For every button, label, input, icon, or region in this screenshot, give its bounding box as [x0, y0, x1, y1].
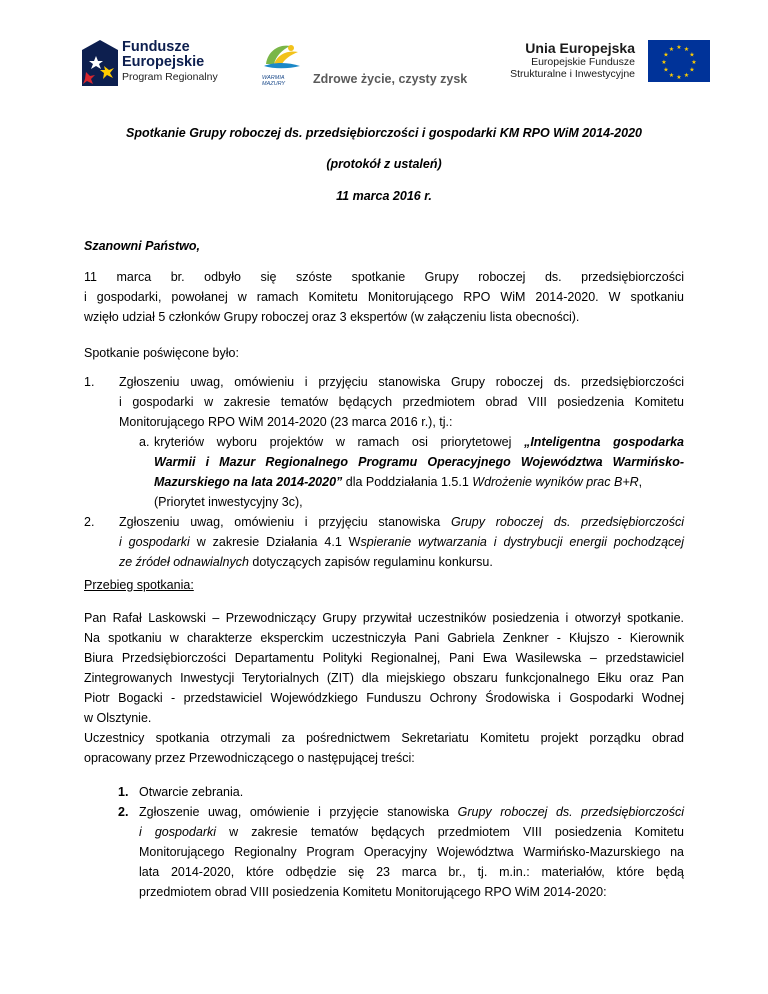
text-run: ze źródeł odnawialnych: [119, 555, 249, 569]
intro-paragraph: [84, 267, 684, 327]
greeting: Szanowni Państwo,: [84, 239, 200, 253]
fe-title-1: Fundusze: [122, 39, 190, 55]
text-run: w zakresie Działania 4.1 W: [189, 535, 361, 549]
paragraph-line: Pan Rafał Laskowski – Przewodniczący Grupy przywitał uczestników posiedzenia i otworzył spotkanie.: [84, 611, 684, 625]
wm-slogan: Zdrowe życie, czysty zysk: [313, 72, 468, 86]
list-item: [84, 372, 684, 432]
list-line: [119, 552, 684, 572]
sub-list-letter: a.: [139, 435, 150, 449]
fe-subtitle: Program Regionalny: [122, 71, 218, 84]
text-run: dotyczących zapisów regulaminu konkursu.: [248, 555, 493, 569]
agenda-line: przedmiotem obrad VIII posiedzenia Komitetu Monitorującego RPO WiM 2014-2020:: [139, 885, 607, 899]
agenda-line: [139, 822, 684, 842]
svg-text:★: ★: [683, 46, 690, 53]
warmia-mazury-emblem-icon: [260, 42, 304, 76]
fundusze-europejskie-logo: [82, 40, 232, 90]
paragraph-line: Uczestnicy spotkania otrzymali za pośrednictwem Sekretariatu Komitetu projekt porządku obrad: [84, 731, 684, 745]
text-run: ,: [638, 475, 643, 489]
agenda-number: 2.: [118, 805, 129, 819]
paragraph-line: w Olsztynie.: [84, 711, 152, 725]
list-line: i gospodarki w zakresie tematów będących przedmiotem obrad VIII posiedzenia Komitetu: [119, 395, 684, 409]
text-run: Grupy roboczej ds. przedsiębiorczości: [450, 515, 684, 529]
text-run: Wdrożenie wyników prac B+R: [472, 475, 639, 489]
paragraph-line: Biura Przedsiębiorczości Departamentu Polityki Regionalnej, Pani Ewa Wasilewska – przedstawiciel: [84, 651, 684, 665]
sub-list-item: [119, 432, 684, 512]
text-run: kryteriów wyboru projektów w ramach osi priorytetowej: [154, 435, 525, 449]
intro-line: wzięło udział 5 członków Grupy roboczej oraz 3 ekspertów (w załączeniu lista obecności).: [84, 310, 580, 324]
list-line: Monitorującego RPO WiM 2014-2020 (23 marca 2016 r.), tj.:: [119, 415, 453, 429]
text-run: Grupy roboczej ds. przedsiębiorczości: [457, 805, 684, 819]
agenda-line: Otwarcie zebrania.: [139, 785, 244, 799]
text-run: „Inteligentna gospodarka: [524, 435, 684, 449]
document-subtitle: (protokół z ustaleń): [326, 157, 442, 171]
svg-text:★: ★: [691, 59, 697, 66]
wm-caption-2: MAZURY: [262, 81, 286, 88]
paragraph-line: Zintegrowanych Inwestycji Terytorialnych (ZIT) dla miejskiego obszaru funkcjonalnego Ełku oraz Pan: [84, 671, 684, 685]
intro-line: i gospodarki, powołanej w ramach Komitetu Monitorującego RPO WiM 2014-2020. W spotkaniu: [84, 290, 684, 304]
list-number: 2.: [84, 515, 95, 529]
progress-paragraph: [84, 608, 684, 768]
list-line: [119, 532, 684, 552]
ue-title: Unia Europejska: [525, 40, 635, 56]
svg-text:★: ★: [661, 59, 667, 66]
paragraph-line: Piotr Bogacki - przedstawiciel Wojewódzkiego Funduszu Ochrony Środowiska i Gospodarki Wodnej: [84, 691, 684, 705]
text-run: i gospodarki: [139, 825, 217, 839]
svg-text:★: ★: [668, 72, 675, 79]
unia-europejska-logo: [510, 40, 710, 84]
list-item: [84, 512, 684, 572]
topics-list: [84, 372, 684, 572]
text-run: Zgłoszenie uwag, omówienie i przyjęcie stanowiska: [139, 805, 458, 819]
list-number: 1.: [84, 375, 95, 389]
agenda-line: lata 2014-2020, które odbędzie się 23 marca br., tj. m.in.: materiałów, które będą: [139, 865, 684, 879]
document-title: Spotkanie Grupy roboczej ds. przedsiębiorczości i gospodarki KM RPO WiM 2014-2020: [126, 126, 642, 140]
text-run: Mazurskiego na lata 2014-2020”: [154, 475, 343, 489]
svg-text:★: ★: [689, 66, 695, 74]
list-line: Zgłoszeniu uwag, omówieniu i przyjęciu stanowiska Grupy roboczej ds. przedsiębiorczości: [119, 375, 684, 389]
ue-sub-1: Europejskie Fundusze: [531, 56, 635, 69]
warmia-mazury-logo: [258, 42, 478, 92]
fe-star-icon: [82, 40, 118, 86]
agenda-line: Monitorującego Regionalny Program Operacyjny Województwa Warmińsko-Mazurskiego na: [139, 845, 684, 859]
sub-list-line: [154, 432, 684, 452]
text-run: Zgłoszeniu uwag, omówieniu i przyjęciu stanowiska: [119, 515, 451, 529]
list-line: [119, 512, 684, 532]
devoted-heading: Spotkanie poświęcone było:: [84, 346, 239, 360]
wm-caption-1: WARMIA: [262, 75, 285, 81]
text-run: i gospodarki: [119, 535, 190, 549]
paragraph-line: Na spotkaniu w charakterze eksperckim uczestniczyła Pani Gabriela Zenkner - Kłujszo - Kierownik: [84, 631, 684, 645]
text-run: w zakresie tematów będących przedmiotem VIII posiedzenia Komitetu: [216, 825, 685, 839]
svg-text:★: ★: [668, 46, 675, 53]
agenda-number: 1.: [118, 785, 129, 799]
eu-flag-icon: [648, 40, 710, 82]
svg-text:★: ★: [676, 74, 682, 81]
svg-text:★: ★: [683, 72, 690, 79]
svg-text:★: ★: [663, 51, 669, 59]
svg-text:★: ★: [663, 66, 669, 74]
text-run: dla Poddziałania 1.5.1: [342, 475, 473, 489]
document-date: 11 marca 2016 r.: [336, 189, 432, 203]
svg-text:★: ★: [676, 44, 682, 51]
fe-title-2: Europejskie: [122, 54, 205, 71]
agenda-list: [118, 782, 684, 902]
ue-sub-2: Strukturalne i Inwestycyjne: [510, 68, 635, 81]
agenda-item: [118, 782, 684, 802]
agenda-line: [139, 802, 684, 822]
agenda-item: [118, 802, 684, 902]
svg-text:★: ★: [689, 51, 695, 59]
section-heading: Przebieg spotkania:: [84, 578, 194, 592]
paragraph-line: opracowany przez Przewodniczącego o następującej treści:: [84, 751, 415, 765]
text-run: spieranie wytwarzania i dystrybucji energii pochodzącej: [360, 535, 685, 549]
sub-list-line: [154, 472, 684, 492]
intro-line: 11 marca br. odbyło się szóste spotkanie Grupy roboczej ds. przedsiębiorczości: [84, 270, 684, 284]
sub-list-line: (Priorytet inwestycyjny 3c),: [154, 495, 303, 509]
sub-list-line: Warmii i Mazur Regionalnego Programu Operacyjnego Województwa Warmińsko-: [154, 455, 684, 469]
